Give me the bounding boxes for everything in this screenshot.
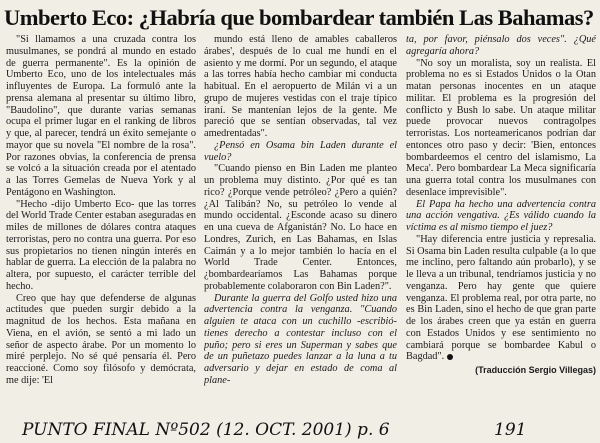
end-of-article-icon	[447, 354, 453, 360]
question-paragraph: ¿Pensó en Osama bin Laden durante el vuelo?	[204, 139, 397, 163]
column-3-lead: ta, por favor, piénsalo dos veces". ¿Qué agregaría ahora?	[406, 34, 596, 57]
body-paragraph: "Cuando pienso en Bin Laden me planteo un problema muy distinto. ¿Por qué es tan rico? ¿Porque vende petróleo? ¿Pero a quién? ¿Al Talibán? No, su petróleo lo vende al mundo occidental. ¿Esconde acaso su dinero en una cueva de Afganistán? No. Lo hace en Londres, Zurich, en Las Bahamas, en Islas Caimán y a lo mejor también lo hacía en el World Trade Center. Entonces, ¿bombardearíamos Las Bahamas porque probablemente colaboraron con Bin Laden?".	[204, 163, 397, 292]
column-3	[406, 34, 596, 416]
body-paragraph: "Hecho -dijo Umberto Eco- que las torres del World Trade Center estaban aseguradas en miles de millones de dólares contra ataques terroristas, pero no contra una guerra. Por eso sus propietarios no tienen ningún interés en hablar de guerra. La elección de la palabra no altera, por supuesto, el carácter terrible del hecho.	[6, 198, 196, 292]
body-paragraph: mundo está lleno de amables caballeros árabes', después de lo cual me hundí en el asiento y me dormí. Por un segundo, el ataque a las torres había hecho cambiar mi conducta habitual. En el aeropuerto de Milán vi a un grupo de mujeres vestidas con el traje típico iraní. Se mantenían lejos de la gente. Me pareció que se sentían observadas, tal vez amedrentadas".	[204, 34, 397, 139]
column-2	[204, 34, 397, 416]
column-1	[6, 34, 196, 416]
handwritten-source-note: PUNTO FINAL Nº502 (12. OCT. 2001) p. 6	[22, 420, 390, 440]
handwritten-page-number: 191	[494, 420, 527, 440]
article-columns	[4, 34, 598, 416]
body-paragraph: "Hay diferencia entre justicia y represalia. Si Osama bin Laden resulta culpable (a lo que me inclino, pero faltando aún probarlo), y se le lleva a un tribunal, tendríamos justicia y no venganza. Pero hay gente que quiere venganza. El problema real, por otra parte, no es Bin Laden, sino el hecho de que gran parte de los árabes creen que ya están en guerra con Estados Unidos y ese sentimiento no cambiará porque se bombardee Kabul o Bagdad".	[406, 233, 596, 363]
body-paragraph: Creo que hay que defenderse de algunas actitudes que pueden surgir debido a la magnitud de los hechos. Esta mañana en Viena, en el avión, se sentó a mi lado un señor de aspecto árabe. Por un momento lo miré perplejo. No sé qué pensaría él. Pero reaccioné. Como soy filósofo y demócrata, me dije: 'El	[6, 292, 196, 386]
body-paragraph: "Si llamamos a una cruzada contra los musulmanes, se pondrá al mundo en estado de guerra permanente". Es la opinión de Umberto Eco, uno de los intelectuales más influyentes de Europa. La formuló ante la prensa alemana al presentar su último libro, "Baudolino", que durante varias semanas ocupa el primer lugar en el ranking de libros y que, al parecer, tendrá un éxito semejante o mayor que su novela "El nombre de la rosa". Por razones obvias, la conferencia de prensa se volcó a la situación creada por el atentado a las Torres Gemelas de Nueva York y al Pentágono en Washington.	[6, 34, 196, 198]
translation-credit: (Traducción Sergio Villegas)	[475, 365, 596, 375]
body-paragraph: "No soy un moralista, soy un realista. El problema no es si Estados Unidos o la Otan matan personas inocentes en un ataque militar. El problema es la progresión del conflicto y Bush lo sabe. Un ataque militar puede provocar nuevos contragolpes terroristas. Los norteamericanos podrían dar entonces otro paso y decir: 'Bien, entonces bombardeemos el centro del islamismo, La Meca'. Pero bombardear La Meca significaría una guerra total contra los musulmanes con desenlace imprevisible".	[406, 57, 596, 198]
question-paragraph: El Papa ha hecho una advertencia contra una acción vengativa. ¿Es válido cuando la víctima es al mismo tiempo el juez?	[406, 198, 596, 233]
headline: Umberto Eco: ¿Habría que bombardear también Las Bahamas?	[4, 5, 594, 30]
question-paragraph: Durante la guerra del Golfo usted hizo una advertencia contra la venganza. "Cuando alguien te ataca con un cuchillo -escribió- tienes derecho a contestar incluso con el puño; pero si eres un Superman y sabes que de un puñetazo puedes lanzar a la luna a tu adversario y dejar en estado de coma al plane-	[204, 292, 397, 386]
